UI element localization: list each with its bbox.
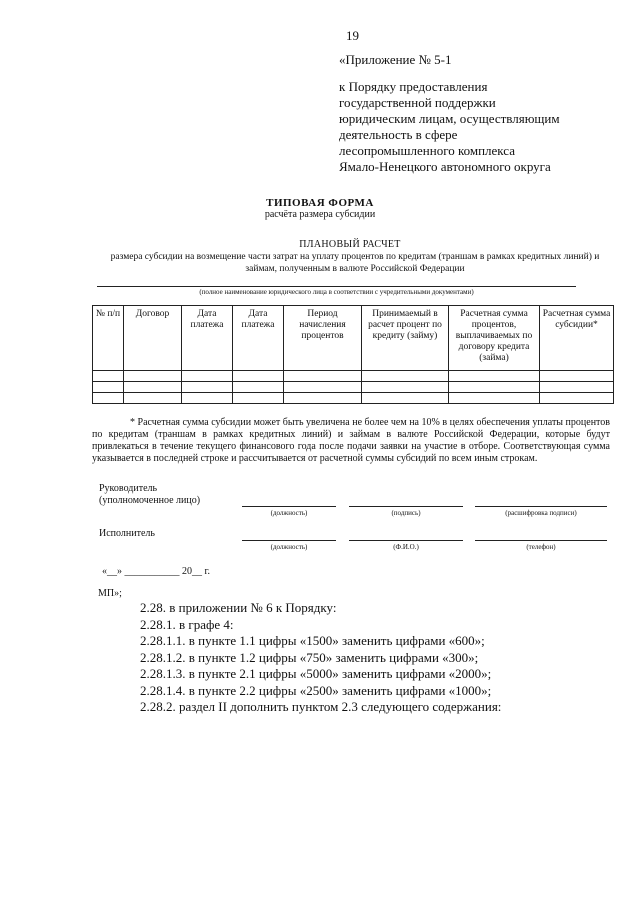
table-cell[interactable] [284, 371, 362, 382]
position-line[interactable] [242, 506, 336, 507]
appendix-title: «Приложение № 5-1 [339, 52, 452, 67]
executor-phone-line[interactable] [475, 540, 607, 541]
table-cell[interactable] [540, 382, 614, 393]
page-number: 19 [346, 28, 359, 43]
header-cell: Период начисления процентов [284, 306, 362, 371]
table-cell[interactable] [182, 393, 233, 404]
table-header-row [93, 306, 614, 371]
footnote-text: * Расчетная сумма субсидии может быть увеличена не более чем на 10% в целях обеспечения уплаты процентов по кредитам (траншам в рамках кредитных линий) и займам в валюте Российской Федерации, которые будут привлекаться в течение текущего финансового года после подачи заявки на участие в отборе. Соответствующая сумма указывается в последней строке и рассчитывается от расчетной суммы субсидий по всем иным строкам. [92, 417, 610, 464]
table-row [93, 371, 614, 382]
amendment-item: 2.28.2. раздел II дополнить пунктом 2.3 следующего содержания: [140, 699, 502, 714]
table-cell[interactable] [233, 382, 284, 393]
appendix-line: деятельность в сфере [339, 127, 458, 142]
appendix-line: к Порядку предоставления [339, 79, 488, 94]
table-cell[interactable] [124, 371, 182, 382]
header-cell: Расчетная сумма процентов, выплачиваемых по договору кредита (займа) [449, 306, 540, 371]
header-cell: Расчетная сумма субсидии* [540, 306, 614, 371]
table-row [93, 382, 614, 393]
table-cell[interactable] [124, 382, 182, 393]
appendix-line: государственной поддержки [339, 95, 496, 110]
table-cell[interactable] [124, 393, 182, 404]
footnote [92, 417, 610, 465]
table-cell[interactable] [362, 393, 449, 404]
amendment-item: 2.28.1. в графе 4: [140, 616, 234, 632]
fullname-caption: (полное наименование юридического лица в соответствии с учредительными документами) [199, 288, 474, 296]
form-title: ТИПОВАЯ ФОРМА [266, 197, 374, 209]
header-cell: Дата платежа [233, 306, 284, 371]
appendix-line: лесопромышленного комплекса [339, 143, 516, 158]
decryption-caption: (расшифровка подписи) [505, 509, 577, 517]
table-cell[interactable] [93, 393, 124, 404]
amendment-item: 2.28.1.1. в пункте 1.1 цифры «1500» заменить цифрами «600»; [140, 633, 485, 648]
amendments-list [140, 600, 501, 716]
executor-name-line[interactable] [349, 540, 463, 541]
table-cell[interactable] [540, 371, 614, 382]
appendix-reference [339, 79, 629, 175]
signature-caption: (подпись) [391, 509, 421, 517]
amendment-item: 2.28. в приложении № 6 к Порядку: [140, 600, 337, 615]
appendix-line: Ямало-Ненецкого автономного округа [339, 159, 551, 174]
executor-name-caption: (Ф.И.О.) [393, 543, 419, 551]
table-cell[interactable] [93, 382, 124, 393]
plan-title: ПЛАНОВЫЙ РАСЧЕТ [299, 239, 401, 250]
table-cell[interactable] [449, 393, 540, 404]
table-cell[interactable] [362, 371, 449, 382]
executor-position-caption: (должность) [270, 543, 308, 551]
fullname-line [97, 286, 576, 287]
plan-description: размера субсидии на возмещение части затрат на уплату процентов по кредитам (траншам в рамках кредитных линий) и займам, полученным в валюте Российской Федерации [110, 252, 600, 274]
head-label: Руководитель [99, 483, 158, 494]
table-cell[interactable] [93, 371, 124, 382]
table-cell[interactable] [362, 382, 449, 393]
table-cell[interactable] [284, 382, 362, 393]
table-cell[interactable] [540, 393, 614, 404]
amendment-item: 2.28.1.4. в пункте 2.2 цифры «2500» заменить цифрами «1000»; [140, 682, 492, 698]
header-cell: Дата платежа [182, 306, 233, 371]
table-cell[interactable] [449, 382, 540, 393]
calculation-table [92, 305, 614, 404]
signature-line[interactable] [349, 506, 463, 507]
table-row [93, 393, 614, 404]
date-line: «__» ___________ 20__ г. [102, 566, 210, 577]
position-caption: (должность) [270, 509, 308, 517]
stamp-mark: МП»; [98, 588, 122, 599]
amendment-item: 2.28.1.2. в пункте 1.2 цифры «750» заменить цифрами «300»; [140, 649, 479, 665]
executor-phone-caption: (телефон) [526, 543, 556, 551]
table-cell[interactable] [182, 371, 233, 382]
head-label-sub: (уполномоченное лицо) [99, 495, 201, 506]
form-subtitle: расчёта размера субсидии [264, 209, 376, 220]
header-cell: Принимаемый в расчет процент по кредиту (займу) [362, 306, 449, 371]
table-cell[interactable] [233, 371, 284, 382]
executor-label: Исполнитель [99, 528, 155, 539]
table-cell[interactable] [284, 393, 362, 404]
table-cell[interactable] [449, 371, 540, 382]
header-cell: № п/п [93, 306, 124, 371]
executor-position-line[interactable] [242, 540, 336, 541]
table-cell[interactable] [182, 382, 233, 393]
appendix-line: юридическим лицам, осуществляющим [339, 111, 560, 126]
table-cell[interactable] [233, 393, 284, 404]
amendment-item: 2.28.1.3. в пункте 2.1 цифры «5000» заменить цифрами «2000»; [140, 666, 492, 681]
header-cell: Договор [124, 306, 182, 371]
decryption-line[interactable] [475, 506, 607, 507]
